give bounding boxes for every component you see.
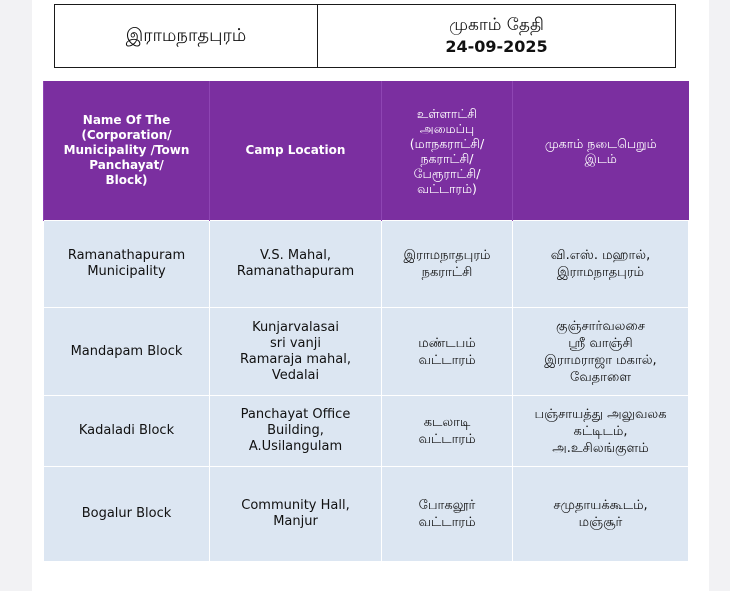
cell-body-name: Ramanathapuram Municipality — [44, 221, 210, 308]
cell-venue-tamil: வி.எஸ். மஹால், இராமநாதபுரம் — [513, 221, 689, 308]
cell-local-body: மண்டபம் வட்டாரம் — [382, 308, 513, 396]
camp-date: 24-09-2025 — [445, 37, 548, 56]
cell-camp-location: V.S. Mahal, Ramanathapuram — [210, 221, 382, 308]
camp-schedule-table — [43, 81, 689, 562]
cell-body-name: Bogalur Block — [44, 467, 210, 562]
column-header-local-body: உள்ளாட்சி அமைப்பு (மாநகராட்சி/ நகராட்சி/ பேரூராட்சி/ வட்டாரம்) — [382, 81, 513, 221]
table-row — [44, 396, 689, 467]
cell-body-name: Kadaladi Block — [44, 396, 210, 467]
cell-local-body: போகலூர் வட்டாரம் — [382, 467, 513, 562]
table-row — [44, 308, 689, 396]
cell-venue-tamil: குஞ்சார்வலசை ஸ்ரீ வாஞ்சி இராமராஜா மகால், வேதாளை — [513, 308, 689, 396]
cell-body-name: Mandapam Block — [44, 308, 210, 396]
cell-camp-location: Kunjarvalasai sri vanji Ramaraja mahal, Vedalai — [210, 308, 382, 396]
camp-date-label: முகாம் தேதி — [449, 15, 544, 35]
table-row — [44, 221, 689, 308]
district-date-box — [54, 4, 676, 68]
cell-local-body: கடலாடி வட்டாரம் — [382, 396, 513, 467]
cell-local-body: இராமநாதபுரம் நகராட்சி — [382, 221, 513, 308]
table-row — [44, 467, 689, 562]
document-page — [32, 0, 709, 591]
column-header-venue-tamil: முகாம் நடைபெறும் இடம் — [513, 81, 689, 221]
camp-date-cell — [318, 5, 675, 67]
table-header-row — [44, 81, 689, 221]
cell-camp-location: Panchayat Office Building, A.Usilangulam — [210, 396, 382, 467]
column-header-camp-location: Camp Location — [210, 81, 382, 221]
district-name: இராமநாதபுரம் — [55, 5, 318, 67]
cell-camp-location: Community Hall, Manjur — [210, 467, 382, 562]
cell-venue-tamil: பஞ்சாயத்து அலுவலக கட்டிடம், அ.உசிலங்குளம் — [513, 396, 689, 467]
column-header-body-name: Name Of The (Corporation/ Municipality /Town Panchayat/ Block) — [44, 81, 210, 221]
cell-venue-tamil: சமுதாயக்கூடம், மஞ்சூர் — [513, 467, 689, 562]
